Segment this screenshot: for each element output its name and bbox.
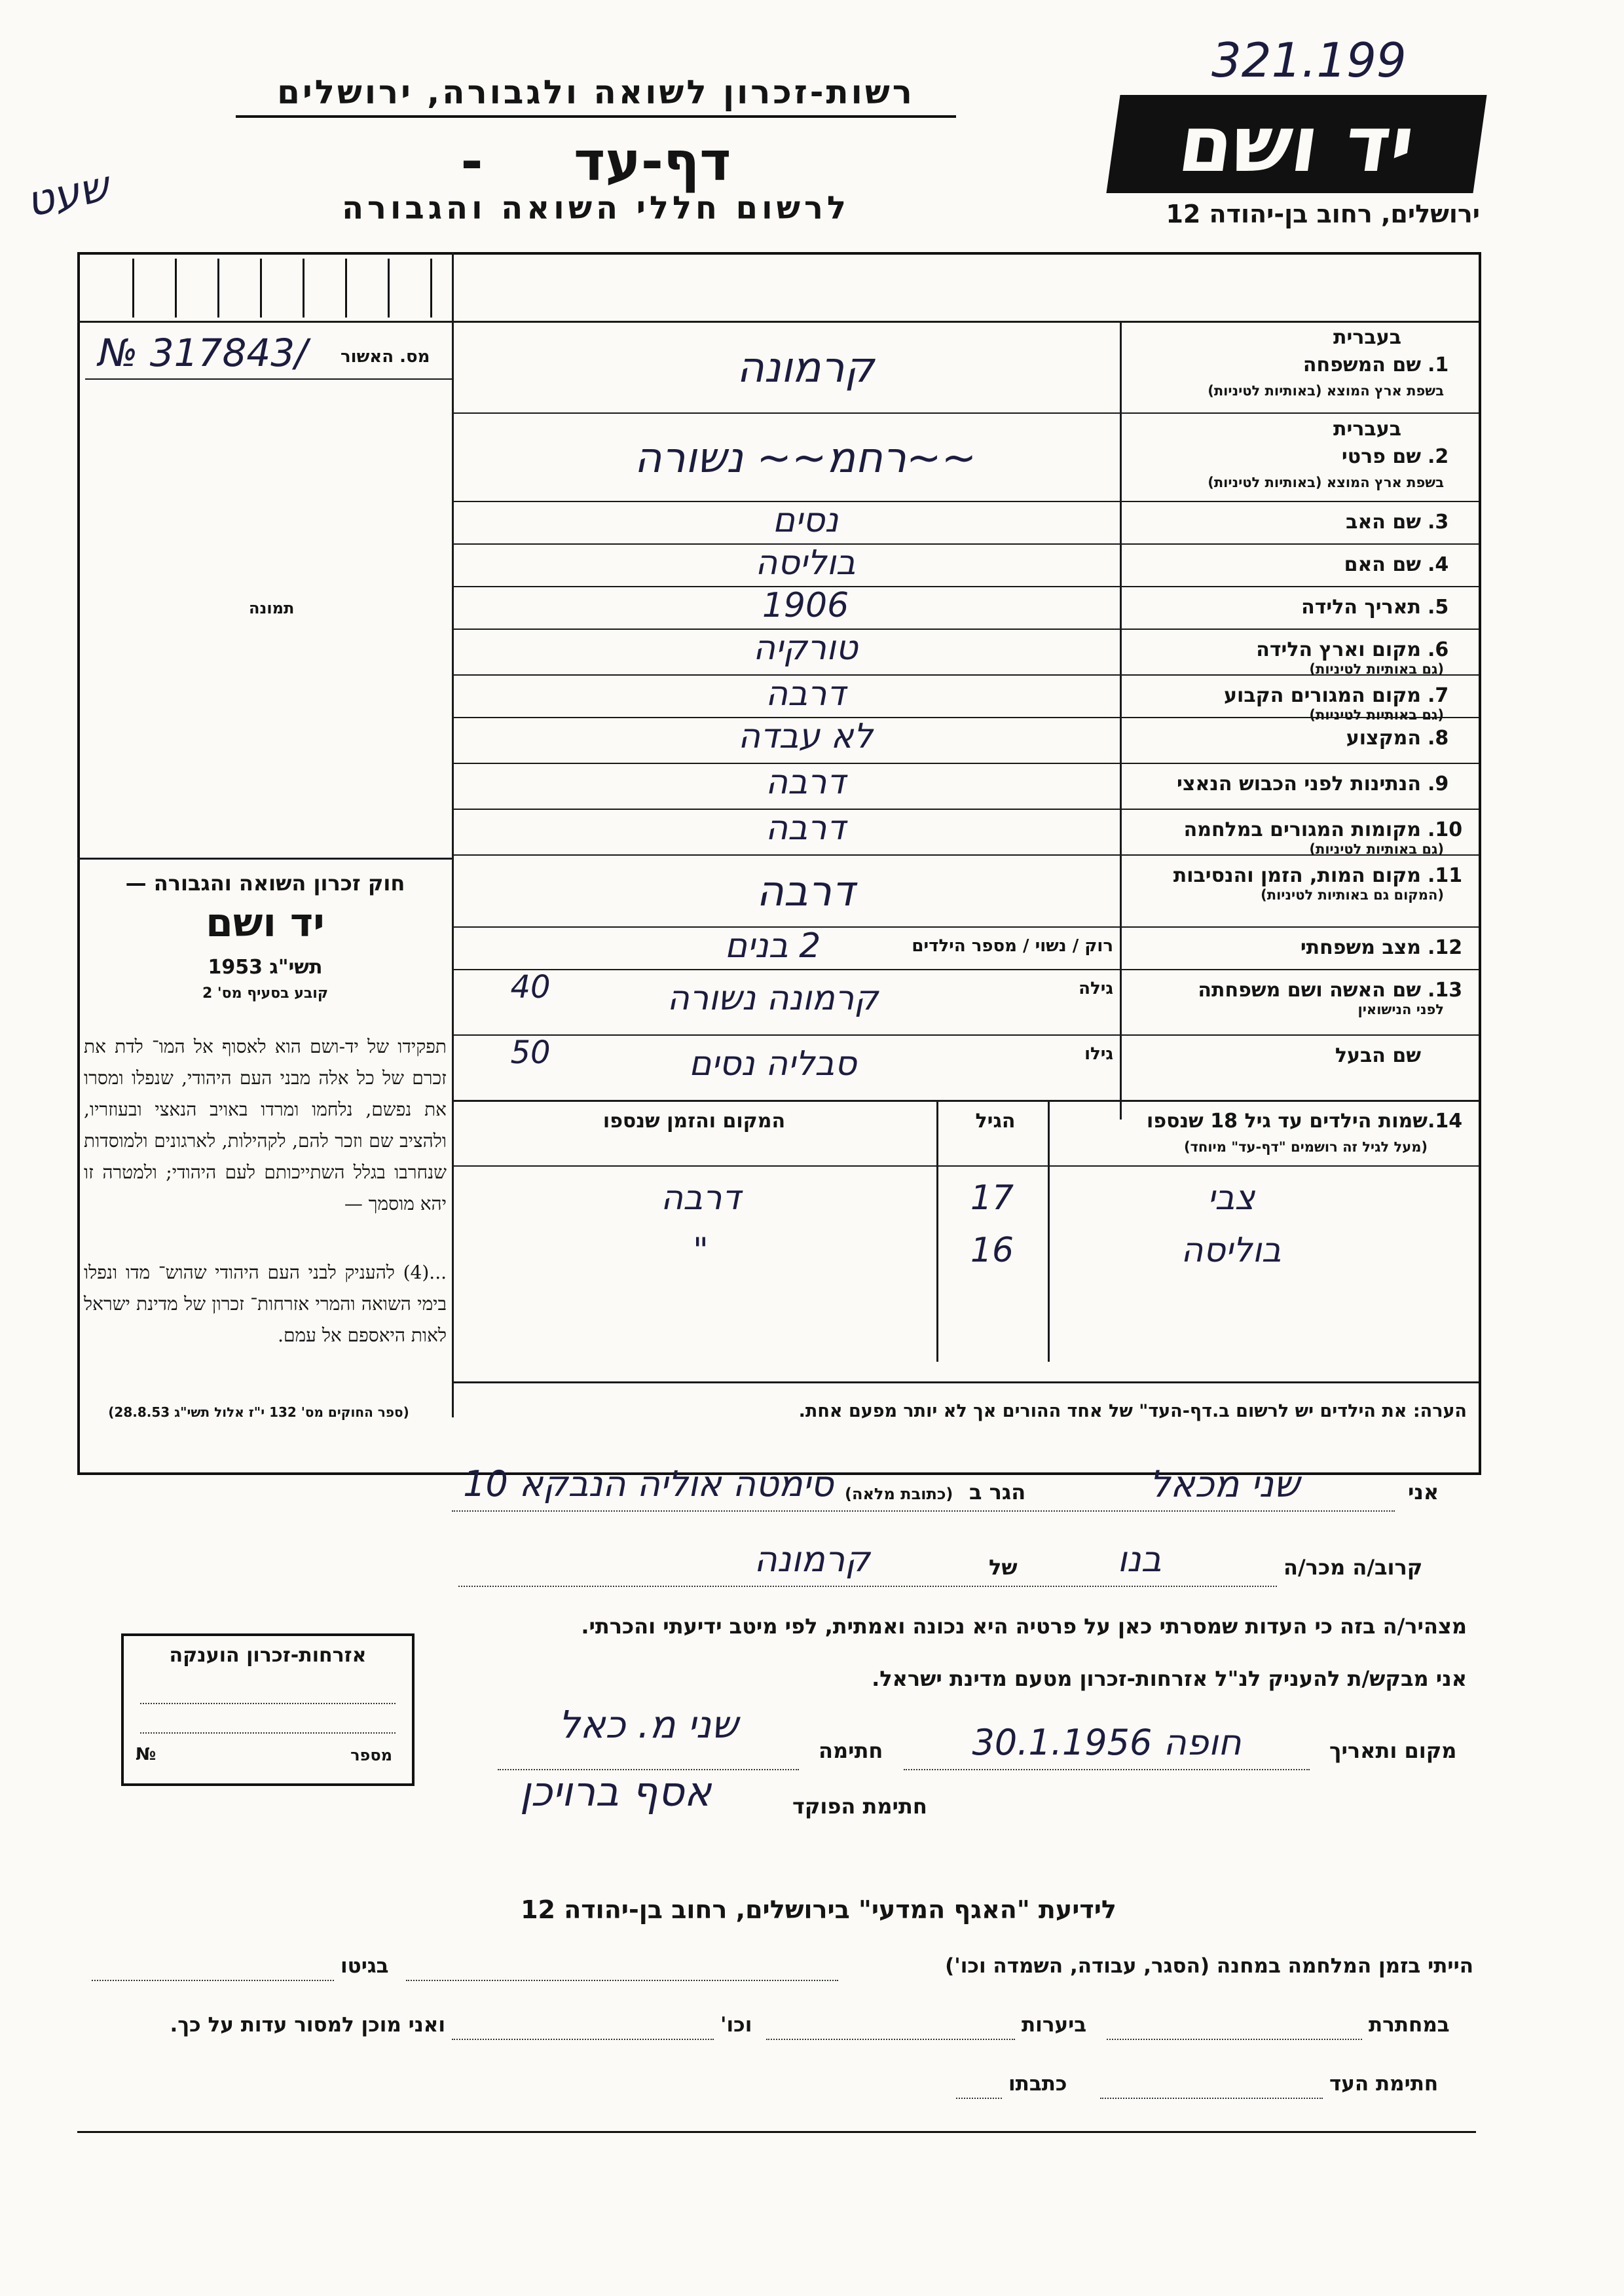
row-inline-label: גילו [1084,1044,1113,1064]
approval-label: מס. האשור [341,347,430,367]
row-value: קרמונה נשורה [667,979,879,1018]
children-label: שמות הילדים עד גיל 18 שנספו [1147,1110,1428,1133]
row-number: 3. [1428,511,1449,534]
children-sub: (מעל לגיל זה רושמים "דף-עד" מיוחד) [1183,1139,1428,1155]
reference-number: 321.199 [1211,33,1407,88]
row-label: מקומות המגורים במלחמה [1183,818,1421,841]
citizenship-no-sign: № [136,1745,157,1764]
row-number: 1. [1428,354,1449,376]
footer-camp-label: הייתי בזמן המלחמה במחנה (הסגר, עבודה, השמדה וכו') [945,1954,1473,1978]
law-year: תשי"ג 1953 [208,956,323,979]
row-number: 6. [1428,638,1449,661]
official-signature: אסף ברויכן [519,1768,712,1815]
row-label: מקום המגורים הקבוע [1224,684,1421,707]
row-sublabel: בשפת ארץ המוצא (באותיות לטיניות) [1208,383,1444,399]
row-inline-value: 40 [510,969,551,1006]
row-label: תאריך הלידה [1301,596,1421,619]
row-value: דרבה [766,809,845,848]
page-title-text: דף-עד [574,131,731,193]
footer-camp-line [406,1978,838,1981]
official-signature-label: חתימת הפוקד [792,1794,927,1819]
child-2-name: בוליסה [1181,1231,1282,1270]
row-number: 10. [1428,818,1463,841]
citizenship-number-label: מספר [350,1746,392,1764]
row-label: מקום המות, הזמן והנסיבות [1173,864,1421,887]
footer-forests-label: ביערות [1022,2013,1087,2037]
row-inline-value: 50 [510,1034,551,1071]
child-2-place: " [693,1231,709,1270]
footer-ghetto-label: בגיטו [341,1954,389,1978]
footer-underground-label: במחתרת [1369,2013,1450,2037]
approval-line [85,378,452,380]
left-column-divider [452,252,454,1417]
children-age-divider-2 [1048,1100,1050,1362]
row-label: מצב משפחתי [1300,936,1421,959]
child-2-age: 16 [970,1231,1014,1270]
row-sublabel: (המקום גם באותיות לטיניות) [1261,887,1444,903]
row-value: 1906 [762,586,849,625]
row-sublabel: (גם באותיות לטיניות) [1309,661,1444,677]
row-sublabel: (גם באותיות לטיניות) [1309,841,1444,857]
row-value: טורקיה [753,629,858,668]
photo-label: תמונה [249,599,295,617]
declaration-i-label: אני [1408,1480,1439,1504]
declaration-place-date-label: מקום ותאריך [1329,1738,1457,1763]
row-inline-label: גילה [1079,979,1113,998]
declaration-name: שני מכאל [1149,1463,1300,1506]
row-value: ~~רחמ~~ נשורה [634,433,977,483]
row-number: 11. [1428,864,1463,887]
row-value: בוליסה [755,543,856,583]
row-sublabel: בשפת ארץ המוצא (באותיות לטיניות) [1208,475,1444,490]
row-label: שם האב [1346,511,1421,534]
note-top-line [452,1381,1479,1383]
row-value: קרמונה [737,344,874,392]
children-top-line [452,1100,1479,1102]
child-1-name: צבי [1207,1178,1255,1218]
footer-forests-line [766,2037,1015,2040]
row-value: 2 בנים [724,926,821,966]
children-place-header: המקום והזמן שנספו [602,1110,786,1133]
row-label: שם האשה ושם משפחתה [1198,979,1421,1002]
citizenship-title: אזרחות-זכרון הוענקה [169,1644,367,1667]
row-value: דרבה [766,763,845,802]
address: ירושלים, רחוב בן-יהודה 12 [1166,200,1480,228]
label-column-divider [1120,321,1122,1120]
children-age-header: הגיל [975,1110,1016,1133]
declaration-signature: שני מ. כאל [558,1702,739,1747]
footer-ghetto-line [92,1978,334,1981]
footer-etc-line [452,2037,714,2040]
row-label: שם המשפחה [1302,354,1421,376]
top-strip-line [77,321,1479,323]
top-small-boxes [92,259,432,318]
child-1-place: דרבה [661,1178,741,1218]
row-number: 13. [1428,979,1463,1002]
law-top-line [77,858,452,860]
row-number: 12. [1428,936,1463,959]
children-note: הערה: את הילדים יש לרשום ב.דף-העד" של אחד ההורים אך לא יותר מפעם אחת. [798,1401,1467,1421]
declaration-lives-label: הגר ב [969,1480,1026,1504]
footer-address-line [956,2096,1002,2099]
citizenship-line-2 [140,1731,396,1734]
row-divider [452,1034,1479,1036]
footer-witness-sig-line [1100,2096,1323,2099]
footer-ready-text: ואני מוכן למסור עדות על כך. [170,2013,445,2037]
row-sublabel: (גם באותיות לטיניות) [1309,707,1444,723]
footer-address-label: כתבתו [1008,2072,1067,2096]
footer-etc-label: וכו' [720,2013,752,2037]
declaration-statement-1: מצהיר/ה בזה כי העדות שמסרתי כאן על פרטיה היא נכונה ואמתית, לפי מיטב ידיעתי והכרתי. [581,1614,1467,1639]
row-label: שם פרטי [1341,445,1421,468]
footer-notice: לידיעת "האגף המדעי" בירושלים, רחוב בן-יהודה 12 [521,1895,1116,1924]
law-title-big: יד ושם [206,900,325,946]
row-number: 9. [1428,773,1449,795]
row-value: נסים [772,501,839,540]
declaration-line-2 [458,1584,1277,1587]
law-title-1: חוק זכרון השואה והגבורה — [125,871,405,896]
footer-rule [77,2131,1476,2133]
row-divider [452,412,1479,414]
declaration-signature-label: חתימה [819,1738,883,1763]
row-number: 8. [1428,727,1449,750]
page-title-dash: - [460,131,483,193]
child-1-age: 17 [970,1178,1014,1218]
page-subtitle: לרשום חללי השואה והגבורה [342,190,850,227]
row-label: הנתינות לפני הכבוש הנאצי [1177,773,1421,795]
row-number: 7. [1428,684,1449,707]
declaration-relation-label: קרוב/ה מכר/ה [1283,1555,1423,1580]
law-body-2: ...(4) להעניק לבני העם היהודי שהוש־ מדו ונפלו בימי השואה והמרי אזרחות־ זכרון של מדינת ישראל לאות היאספם אל עמם. [84,1262,447,1346]
logo-text: יד ושם [1173,99,1420,189]
children-age-divider-1 [936,1100,938,1362]
margin-note: שעט [22,162,114,227]
declaration-of-value: קרמונה [754,1539,870,1580]
row-value: דרבה [756,867,855,916]
row-value: סבליה נסים [688,1044,857,1084]
row-inline-label: רוק / נשוי / מספר הילדים [912,936,1113,956]
declaration-address-hint: (כתובת מלאה) [845,1485,953,1503]
declaration-place-date: חופה 30.1.1956 [972,1722,1242,1763]
footer-witness-sig-label: חתימת העד [1329,2072,1439,2096]
row-number: 2. [1428,445,1449,468]
citizenship-line-1 [140,1702,396,1704]
row-number: 4. [1428,553,1449,576]
row-label: שם האם [1344,553,1421,576]
row-hebrew-tag: בעברית [1333,418,1401,441]
law-sub: קובע בסעיף מס' 2 [202,985,329,1002]
yad-vashem-logo [1106,95,1486,193]
declaration-statement-2: אני מבקש/ת להעניק לנ"ל אזרחות-זכרון מטעם מדינת ישראל. [872,1666,1467,1691]
footer-underground-line [1107,2037,1362,2040]
approval-number: № 317843/ [98,331,308,375]
declaration-line-1 [452,1509,1395,1512]
row-value: לא עבדה [738,717,873,756]
declaration-address: סימטה אוליה הנבקא 10 [463,1463,834,1504]
children-num: 14. [1428,1110,1463,1133]
row-label: שם הבעל [1335,1044,1421,1067]
page-title [367,131,825,193]
row-label: המקצוע [1346,727,1421,750]
row-number: 5. [1428,596,1449,619]
authority-line: רשות-זכרון לשואה ולגבורה, ירושלים [236,73,956,118]
row-hebrew-tag: בעברית [1333,326,1401,349]
row-sublabel: לפני הנישואין [1357,1002,1444,1017]
row-divider [452,969,1479,970]
row-label: מקום וארץ הלידה [1256,638,1421,661]
declaration-of-label: של [989,1555,1018,1580]
law-citation: (ספר החוקים מס' 132 י"ז אלול תשי"ג 28.8.53) [108,1404,409,1420]
declaration-relation: בנו [1117,1539,1162,1580]
row-value: דרבה [766,674,845,714]
children-header-line [452,1165,1479,1167]
law-body: תפקידו של יד-ושם הוא לאסוף אל המו־ לדת את זכרם של כל אלה מבני העם היהודי, שנפלו ומסרו את נפשם, נלחמו ומרדו באויב הנאצי ובעוזריו, ולהציב שם וזכר להם, לקהילות, לארגונים ולמוסדות שנחרבו בגלל השתייכותם לעם היהודי; ולמטרה זו יהא מוסמך — [84,1036,447,1214]
declaration-line-3 [904,1768,1310,1770]
citizenship-box [121,1633,415,1786]
